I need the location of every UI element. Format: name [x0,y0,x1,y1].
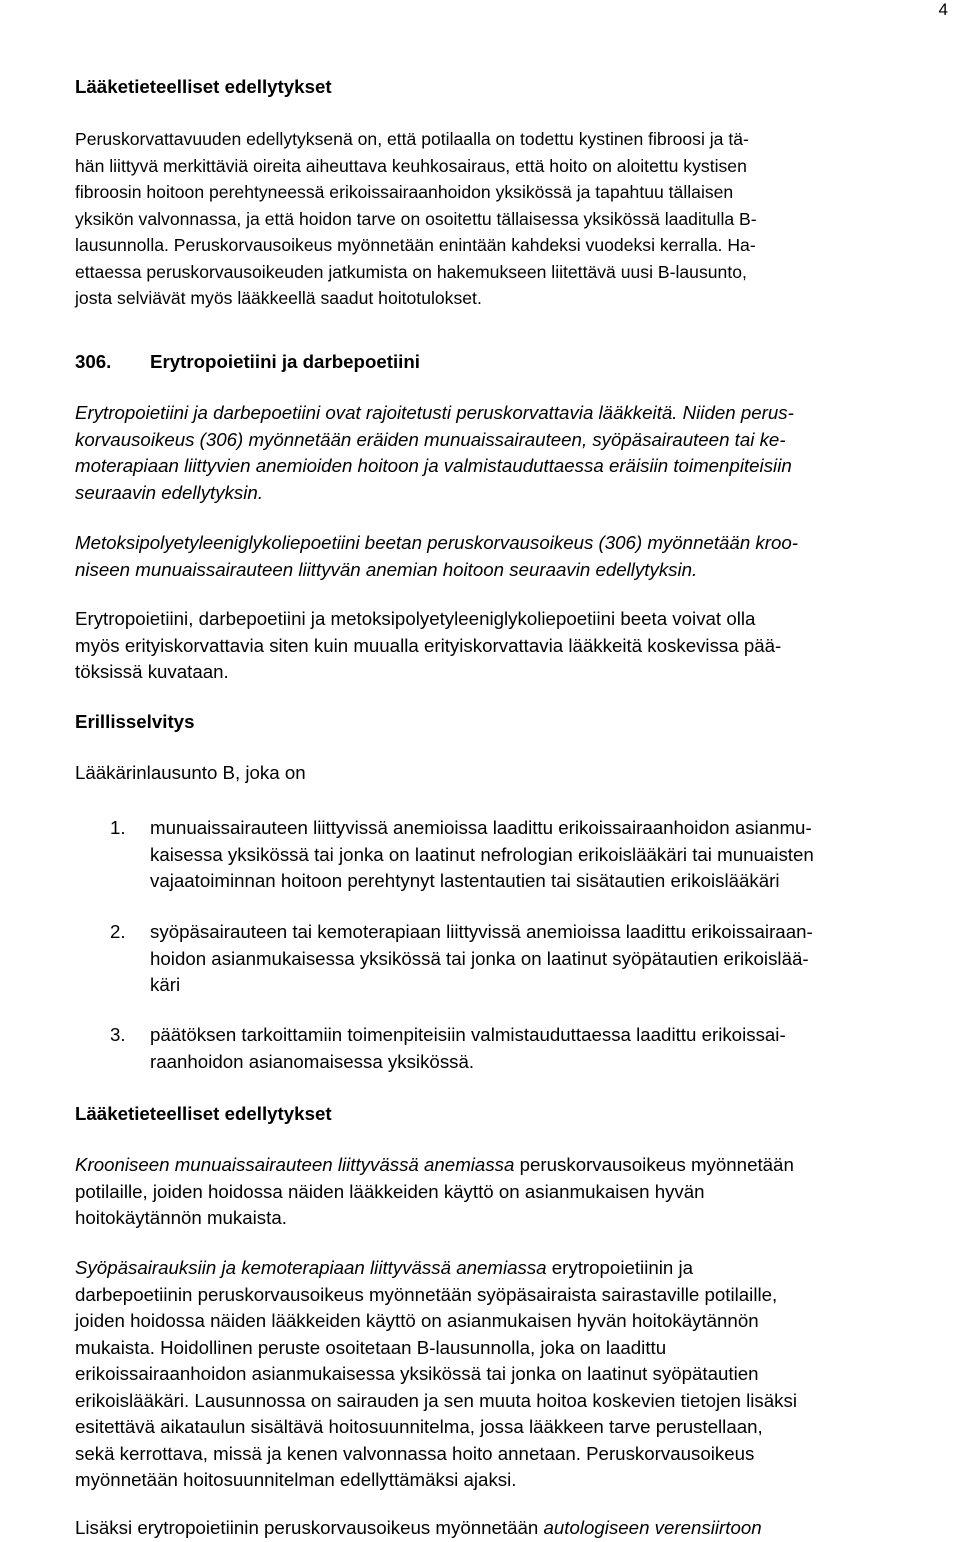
subsection-heading: Erillisselvitys [75,711,195,732]
text-line: yksikön valvonnassa, ja että hoidon tarve on osoitettu tällaisessa yksikössä laaditulla B- [75,208,757,229]
text-line: darbepoetiinin peruskorvausoikeus myönnetään syöpäsairaista sairastaville potilaille, [75,1283,778,1305]
text-line: hoitokäytännön mukaista. [75,1207,287,1228]
text-line: syöpäsairauteen tai kemoterapiaan liittyvissä anemioissa laadittu erikoissairaan- [150,921,813,942]
section-heading: Lääketieteelliset edellytykset [75,76,332,97]
emphasis-text: Krooniseen munuaissairauteen liittyvässä anemiassa [75,1154,515,1175]
emphasis-text: autologiseen verensiirtoon [543,1517,762,1538]
text-line: joiden hoidossa näiden lääkkeiden käyttö on asianmukaisen hyvän hoitokäytännön [75,1310,759,1331]
paragraph-autologous [75,1515,762,1542]
text-line: myönnetään hoitosuunnitelman edellyttämäksi ajaksi. [75,1469,517,1490]
section-heading: Lääketieteelliset edellytykset [75,1103,332,1124]
text-line: korvausoikeus (306) myönnetään eräiden munuaissairauteen, syöpäsairauteen tai ke- [75,428,786,450]
text-line: erikoislääkäri. Lausunnossa on sairauden ja sen muuta hoitoa koskevien tietojen lisäksi [75,1389,797,1411]
text-line: Erytropoietiini, darbepoetiini ja metoksipolyetyleeniglykoliepoetiini beeta voivat olla [75,608,756,629]
text-line: josta selviävät myös lääkkeellä saadut hoitotulokset. [75,288,482,308]
paragraph-306-intro [75,400,794,506]
statement-intro: Lääkärinlausunto B, joka on [75,762,306,783]
emphasis-text: Syöpäsairauksiin ja kemoterapiaan liittyvässä anemiassa [75,1257,547,1278]
text-line: niseen munuaissairauteen liittyvän anemian hoitoon seuraavin edellytyksin. [75,558,698,580]
text-line: kaisessa yksikössä tai jonka on laatinut nefrologian erikoislääkäri tai munuaisten [150,843,814,865]
paragraph-cf-conditions [75,126,757,312]
text-line: fibroosin hoitoon perehtyneessä erikoissairaanhoidon yksikössä ja tapahtuu tällaisen [75,182,734,202]
text-line: hoidon asianmukaisessa yksikössä tai jonka on laatinut syöpätautien erikoislää- [150,947,809,969]
paragraph-ckd-anemia [75,1152,794,1232]
text-line: vajaatoiminnan hoitoon perehtynyt lastentautien tai sisätautien erikoislääkäri [150,870,780,891]
text-line: raanhoidon asianomaisessa yksikössä. [150,1050,475,1072]
text-fragment: erytropoietiinin ja [546,1257,694,1278]
text-line [75,1255,797,1282]
list-number: 1. [110,817,126,838]
section-306-title: Erytropoietiini ja darbepoetiini [150,351,420,372]
list-item [150,919,813,999]
text-line: lausunnolla. Peruskorvausoikeus myönnetään enintään kahdeksi vuodeksi kerralla. Ha- [75,235,756,255]
text-line: seuraavin edellytyksin. [75,481,264,503]
list-number: 2. [110,921,126,942]
text-line: erikoissairaanhoidon asianmukaisessa yksikössä tai jonka on laatinut syöpätautien [75,1363,759,1384]
text-line [75,1515,762,1542]
text-line: munuaissairauteen liittyvissä anemioissa laadittu erikoissairaanhoidon asianmu- [150,817,812,838]
text-line: Metoksipolyetyleeniglykoliepoetiini beetan peruskorvausoikeus (306) myönnetään kroo- [75,532,798,553]
text-line [75,1152,794,1179]
text-line: myös erityiskorvattavia siten kuin muualla erityiskorvattavia lääkkeitä koskevissa pää- [75,634,782,656]
text-line: potilaille, joiden hoidossa näiden lääkkeiden käyttö on asianmukaisen hyvän [75,1180,705,1202]
text-line: päätöksen tarkoittamiin toimenpiteisiin valmistauduttaessa laadittu erikoissai- [150,1024,786,1045]
list-item [150,1022,786,1075]
paragraph-306-special [75,606,781,686]
text-line: ettaessa peruskorvausoikeuden jatkumista on hakemukseen liitettävä uusi B-lausunto, [75,261,747,282]
text-line: sekä kerrottava, missä ja kenen valvonnassa hoito annetaan. Peruskorvausoikeus [75,1442,755,1464]
text-line: moterapiaan liittyvien anemioiden hoitoon ja valmistauduttaessa eräisiin toimenpiteisiin [75,455,792,476]
paragraph-cancer-anemia [75,1255,797,1494]
text-line: käri [150,974,181,995]
text-fragment: Lisäksi erytropoietiinin peruskorvausoikeus myönnetään [75,1517,544,1538]
text-line: Peruskorvattavuuden edellytyksenä on, että potilaalla on todettu kystinen fibroosi ja tä- [75,129,749,149]
text-line: Erytropoietiini ja darbepoetiini ovat rajoitetusti peruskorvattavia lääkkeitä. Niiden perus- [75,402,794,423]
page-number: 4 [938,0,948,19]
text-fragment: peruskorvausoikeus myönnetään [514,1154,794,1175]
text-line: esitettävä aikataulun sisältävä hoitosuunnitelma, jossa lääkkeen tarve perustellaan, [75,1416,763,1437]
section-number: 306. [75,351,112,372]
list-number: 3. [110,1024,126,1045]
text-line: mukaista. Hoidollinen peruste osoitetaan B-lausunnolla, joka on laadittu [75,1336,667,1358]
text-line: hän liittyvä merkittäviä oireita aiheuttava keuhkosairaus, että hoito on aloitettu kystisen [75,155,747,176]
list-item [150,815,814,895]
text-line: töksissä kuvataan. [75,661,229,682]
paragraph-306-mpg [75,530,798,583]
